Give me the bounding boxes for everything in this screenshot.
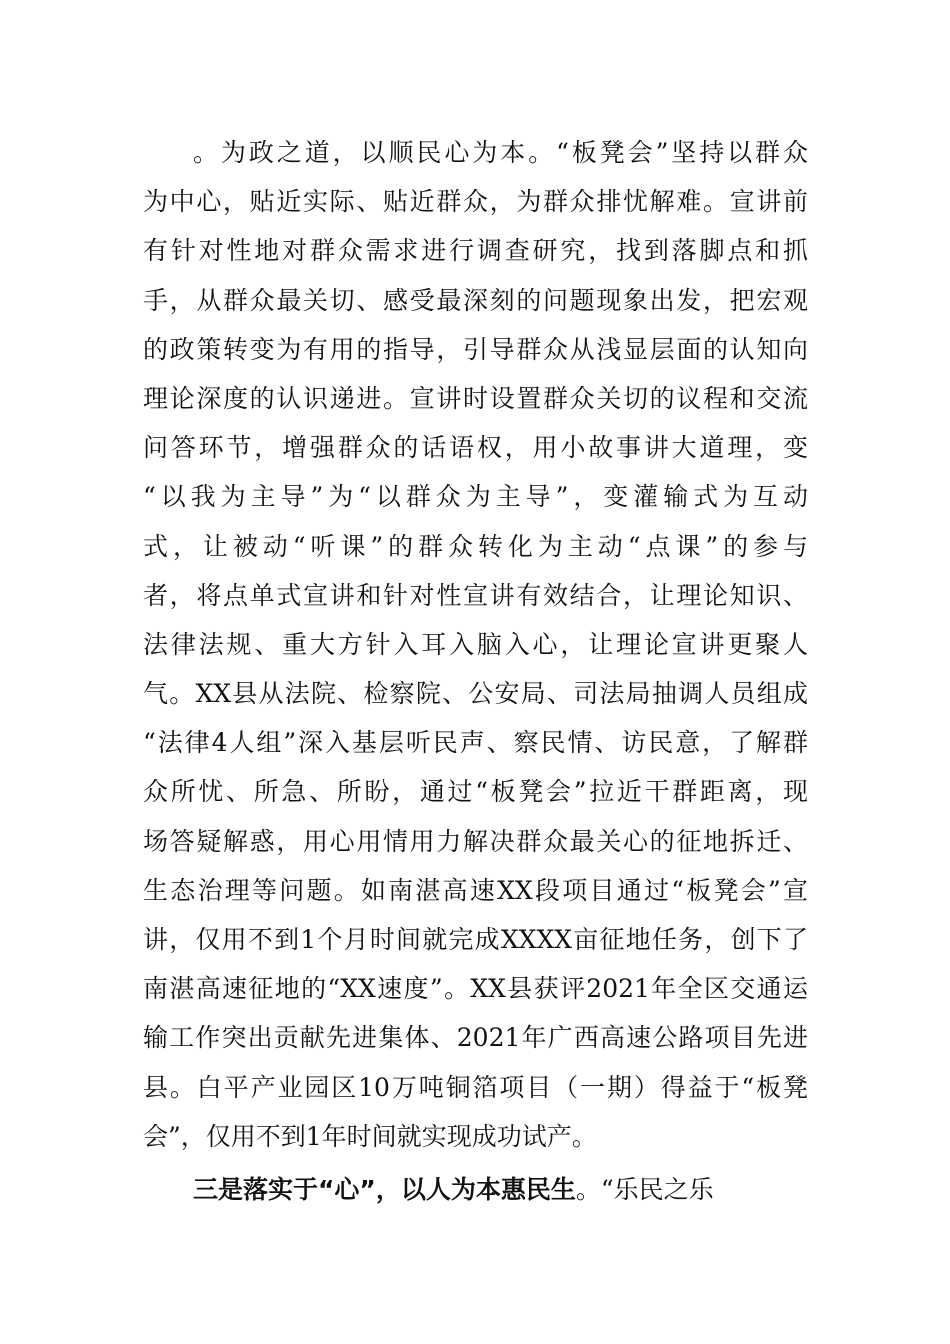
paragraph-2-bold-lead: 三是落实于“心”，以人为本惠民生 — [193, 1174, 576, 1204]
paragraph-1-line: 。为政之道，以顺民心为本。“板凳会”坚持以群众 — [193, 138, 808, 167]
paragraph-1-line: 输工作突出贡献先进集体、2021年广西高速公路项目先进 — [143, 1023, 808, 1053]
paragraph-1-line: 场答疑解惑，用心用情用力解决群众最关心的征地拆迁、 — [143, 826, 808, 856]
paragraph-1-line: 气。XX县从法院、检察院、公安局、司法局抽调人员组成 — [143, 679, 808, 709]
paragraph-1-line: 会”，仅用不到1年时间就实现成功试产。 — [143, 1121, 597, 1151]
paragraph-1-line: 有针对性地对群众需求进行调查研究，找到落脚点和抓 — [143, 236, 808, 266]
paragraph-1-line: 问答环节，增强群众的话语权，用小故事讲大道理，变 — [143, 433, 808, 463]
paragraph-1-line: 理论深度的认识递进。宣讲时设置群众关切的议程和交流 — [143, 383, 808, 413]
paragraph-2-first-line — [143, 1165, 808, 1214]
paragraph-1-line: 县。白平产业园区10万吨铜箔项目（一期）得益于“板凳 — [143, 1072, 808, 1102]
paragraph-1-line: 为中心，贴近实际、贴近群众，为群众排忧解难。宣讲前 — [143, 187, 808, 217]
document-body — [143, 128, 808, 1214]
paragraph-1-line: 讲，仅用不到1个月时间就完成XXXX亩征地任务，创下了 — [143, 925, 808, 954]
paragraph-1-line: 手，从群众最关切、感受最深刻的问题现象出发，把宏观 — [143, 285, 808, 315]
paragraph-1-line: 众所忧、所急、所盼，通过“板凳会”拉近干群距离，现 — [143, 777, 808, 807]
paragraph-1 — [143, 128, 808, 1165]
paragraph-1-line: 南湛高速征地的“XX速度”。XX县获评2021年全区交通运 — [143, 974, 808, 1004]
paragraph-2-rest: 。“乐民之乐 — [575, 1174, 714, 1204]
paragraph-1-line: “以我为主导”为“以群众为主导”，变灌输式为互动 — [143, 482, 808, 512]
paragraph-1-line: 者，将点单式宣讲和针对性宣讲有效结合，让理论知识、 — [143, 580, 808, 610]
paragraph-1-line: 生态治理等问题。如南湛高速XX段项目通过“板凳会”宣 — [143, 875, 808, 905]
paragraph-1-line: 的政策转变为有用的指导，引导群众从浅显层面的认知向 — [143, 334, 808, 364]
paragraph-1-line: 法律法规、重大方针入耳入脑入心，让理论宣讲更聚人 — [143, 629, 808, 659]
paragraph-1-line: 式，让被动“听课”的群众转化为主动“点课”的参与 — [143, 531, 808, 561]
paragraph-1-line: “法律4人组”深入基层听民声、察民情、访民意，了解群 — [143, 728, 808, 758]
